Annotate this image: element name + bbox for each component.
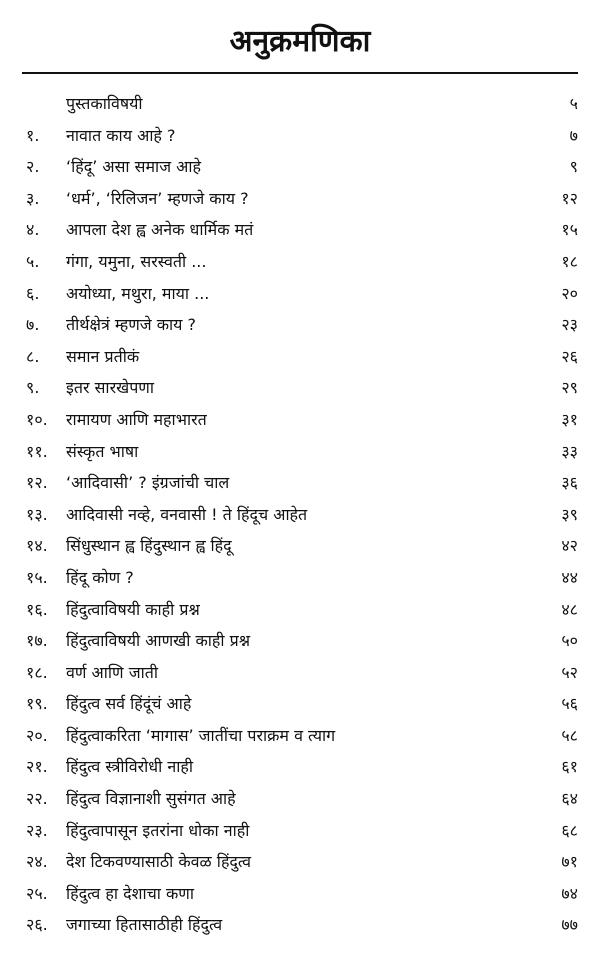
- toc-entry-title: गंगा, यमुना, सरस्वती ...: [66, 251, 207, 271]
- toc-entry: [0, 878, 600, 910]
- toc-entry: [0, 625, 600, 657]
- toc-entry-page-number: १२: [561, 188, 578, 208]
- title-divider: [22, 72, 578, 74]
- toc-entry: [0, 88, 600, 120]
- toc-entry-page-number: ६४: [561, 789, 578, 809]
- toc-entry-number: ९.: [26, 378, 40, 398]
- toc-entry-title: तीर्थक्षेत्रं म्हणजे काय ?: [66, 315, 197, 335]
- toc-entry-title: सिंधुस्थान ह्व हिंदुस्थान ह्व हिंदू: [66, 536, 232, 556]
- toc-entry-number: १८.: [26, 662, 48, 682]
- toc-entry: [0, 562, 600, 594]
- toc-entry-number: २.: [26, 157, 40, 177]
- toc-entry: [0, 783, 600, 815]
- toc-entry: [0, 214, 600, 246]
- toc-entry-page-number: ५: [569, 94, 578, 113]
- toc-entry-number: ६.: [26, 283, 40, 303]
- toc-entry-title: जगाच्या हितासाठीही हिंदुत्व: [66, 915, 223, 935]
- toc-entry-number: १९.: [26, 694, 48, 714]
- toc-entry: [0, 657, 600, 689]
- toc-entry-page-number: ७: [569, 125, 578, 145]
- toc-entry-number: १२.: [26, 473, 48, 493]
- toc-entry-title: संस्कृत भाषा: [66, 441, 139, 461]
- toc-entry-title: अयोध्या, मथुरा, माया ...: [66, 283, 210, 303]
- toc-entry-title: हिंदू कोण ?: [66, 567, 134, 587]
- toc-entry: [0, 309, 600, 341]
- table-of-contents: [0, 88, 600, 941]
- toc-entry-page-number: २९: [561, 378, 578, 398]
- toc-entry-page-number: १८: [561, 251, 578, 271]
- toc-entry-number: १४.: [26, 536, 48, 556]
- toc-entry-title: वर्ण आणि जाती: [66, 662, 158, 682]
- toc-entry: [0, 341, 600, 373]
- toc-entry-page-number: ५०: [561, 631, 578, 651]
- toc-entry-title: हिंदुत्व हा देशाचा कणा: [66, 883, 194, 903]
- toc-entry-page-number: ४४: [561, 567, 578, 587]
- toc-entry-page-number: ३९: [561, 504, 578, 524]
- toc-entry-title: हिंदुत्व स्त्रीविरोधी नाही: [66, 757, 194, 777]
- toc-entry-number: १५.: [26, 567, 48, 587]
- toc-entry-title: इतर सारखेपणा: [66, 378, 154, 398]
- toc-entry-title: पुस्तकाविषयी: [66, 94, 143, 113]
- toc-entry-title: ‘धर्म’, ‘रिलिजन’ म्हणजे काय ?: [66, 188, 249, 208]
- toc-entry: [0, 372, 600, 404]
- toc-entry-number: ११.: [26, 441, 48, 461]
- toc-entry-title: रामायण आणि महाभारत: [66, 409, 207, 429]
- toc-entry-page-number: ३३: [561, 441, 578, 461]
- toc-entry-number: ७.: [26, 315, 40, 335]
- toc-entry-title: हिंदुत्वाविषयी आणखी काही प्रश्न: [66, 631, 251, 651]
- toc-entry-number: १३.: [26, 504, 48, 524]
- toc-entry-title: ‘हिंदू’ असा समाज आहे: [66, 157, 201, 177]
- toc-entry-number: ८.: [26, 346, 40, 366]
- toc-entry-number: २५.: [26, 883, 48, 903]
- toc-entry: [0, 499, 600, 531]
- toc-entry-number: १०.: [26, 409, 48, 429]
- toc-entry-page-number: ४२: [561, 536, 578, 556]
- toc-entry: [0, 720, 600, 752]
- toc-entry-page-number: ४८: [561, 599, 578, 619]
- toc-entry-number: २२.: [26, 789, 48, 809]
- toc-entry-page-number: ६१: [561, 757, 578, 777]
- toc-entry-number: १.: [26, 125, 40, 145]
- toc-entry: [0, 467, 600, 499]
- toc-entry-number: २३.: [26, 820, 48, 840]
- toc-entry-page-number: २३: [561, 315, 578, 335]
- page-title: अनुक्रमणिका: [229, 24, 371, 59]
- toc-entry-number: १७.: [26, 631, 48, 651]
- toc-entry-title: देश टिकवण्यासाठी केवळ हिंदुत्व: [66, 852, 252, 872]
- toc-entry: [0, 751, 600, 783]
- toc-entry-page-number: २०: [561, 283, 578, 303]
- toc-entry-title: समान प्रतीकं: [66, 346, 140, 366]
- toc-entry: [0, 594, 600, 626]
- toc-entry-title: ‘आदिवासी’ ? इंग्रजांची चाल: [66, 473, 230, 493]
- toc-entry: [0, 436, 600, 468]
- toc-entry-title: हिंदुत्वाकरिता ‘मागास’ जातींचा पराक्रम व त्याग: [66, 725, 336, 745]
- toc-entry: [0, 846, 600, 878]
- toc-entry: [0, 278, 600, 310]
- toc-entry-number: ४.: [26, 220, 40, 240]
- toc-entry-number: ५.: [26, 251, 40, 271]
- toc-entry-title: हिंदुत्व सर्व हिंदूंचं आहे: [66, 694, 192, 714]
- toc-entry-page-number: ३१: [561, 409, 578, 429]
- toc-entry-title: हिंदुत्वापासून इतरांना धोका नाही: [66, 820, 250, 840]
- toc-entry-page-number: ९: [569, 157, 578, 177]
- toc-entry-page-number: ३६: [561, 473, 578, 493]
- toc-entry-number: २४.: [26, 852, 48, 872]
- toc-entry-page-number: ७४: [561, 883, 578, 903]
- toc-entry-page-number: ५८: [561, 725, 578, 745]
- toc-entry: [0, 688, 600, 720]
- toc-entry-page-number: ६८: [561, 820, 578, 840]
- toc-entry: [0, 120, 600, 152]
- toc-entry-title: आपला देश ह्व अनेक धार्मिक मतं: [66, 220, 254, 240]
- toc-entry-page-number: ५२: [561, 662, 578, 682]
- toc-entry-number: २६.: [26, 915, 48, 935]
- toc-entry: [0, 815, 600, 847]
- toc-entry: [0, 246, 600, 278]
- toc-entry: [0, 183, 600, 215]
- toc-entry-number: १६.: [26, 599, 48, 619]
- toc-entry-title: हिंदुत्व विज्ञानाशी सुसंगत आहे: [66, 789, 236, 809]
- toc-entry-page-number: ७१: [561, 852, 578, 872]
- toc-entry-page-number: ७७: [561, 915, 578, 935]
- toc-entry-number: २०.: [26, 725, 48, 745]
- toc-entry-page-number: १५: [561, 220, 578, 240]
- toc-entry-title: आदिवासी नव्हे, वनवासी ! ते हिंदूच आहेत: [66, 504, 308, 524]
- toc-entry-number: २१.: [26, 757, 48, 777]
- toc-entry: [0, 404, 600, 436]
- toc-entry: [0, 530, 600, 562]
- toc-entry-title: नावात काय आहे ?: [66, 125, 176, 145]
- toc-entry-page-number: ५६: [561, 694, 578, 714]
- toc-entry-number: ३.: [26, 188, 40, 208]
- toc-entry: [0, 909, 600, 941]
- toc-entry: [0, 151, 600, 183]
- toc-entry-title: हिंदुत्वाविषयी काही प्रश्न: [66, 599, 200, 619]
- toc-entry-page-number: २६: [561, 346, 578, 366]
